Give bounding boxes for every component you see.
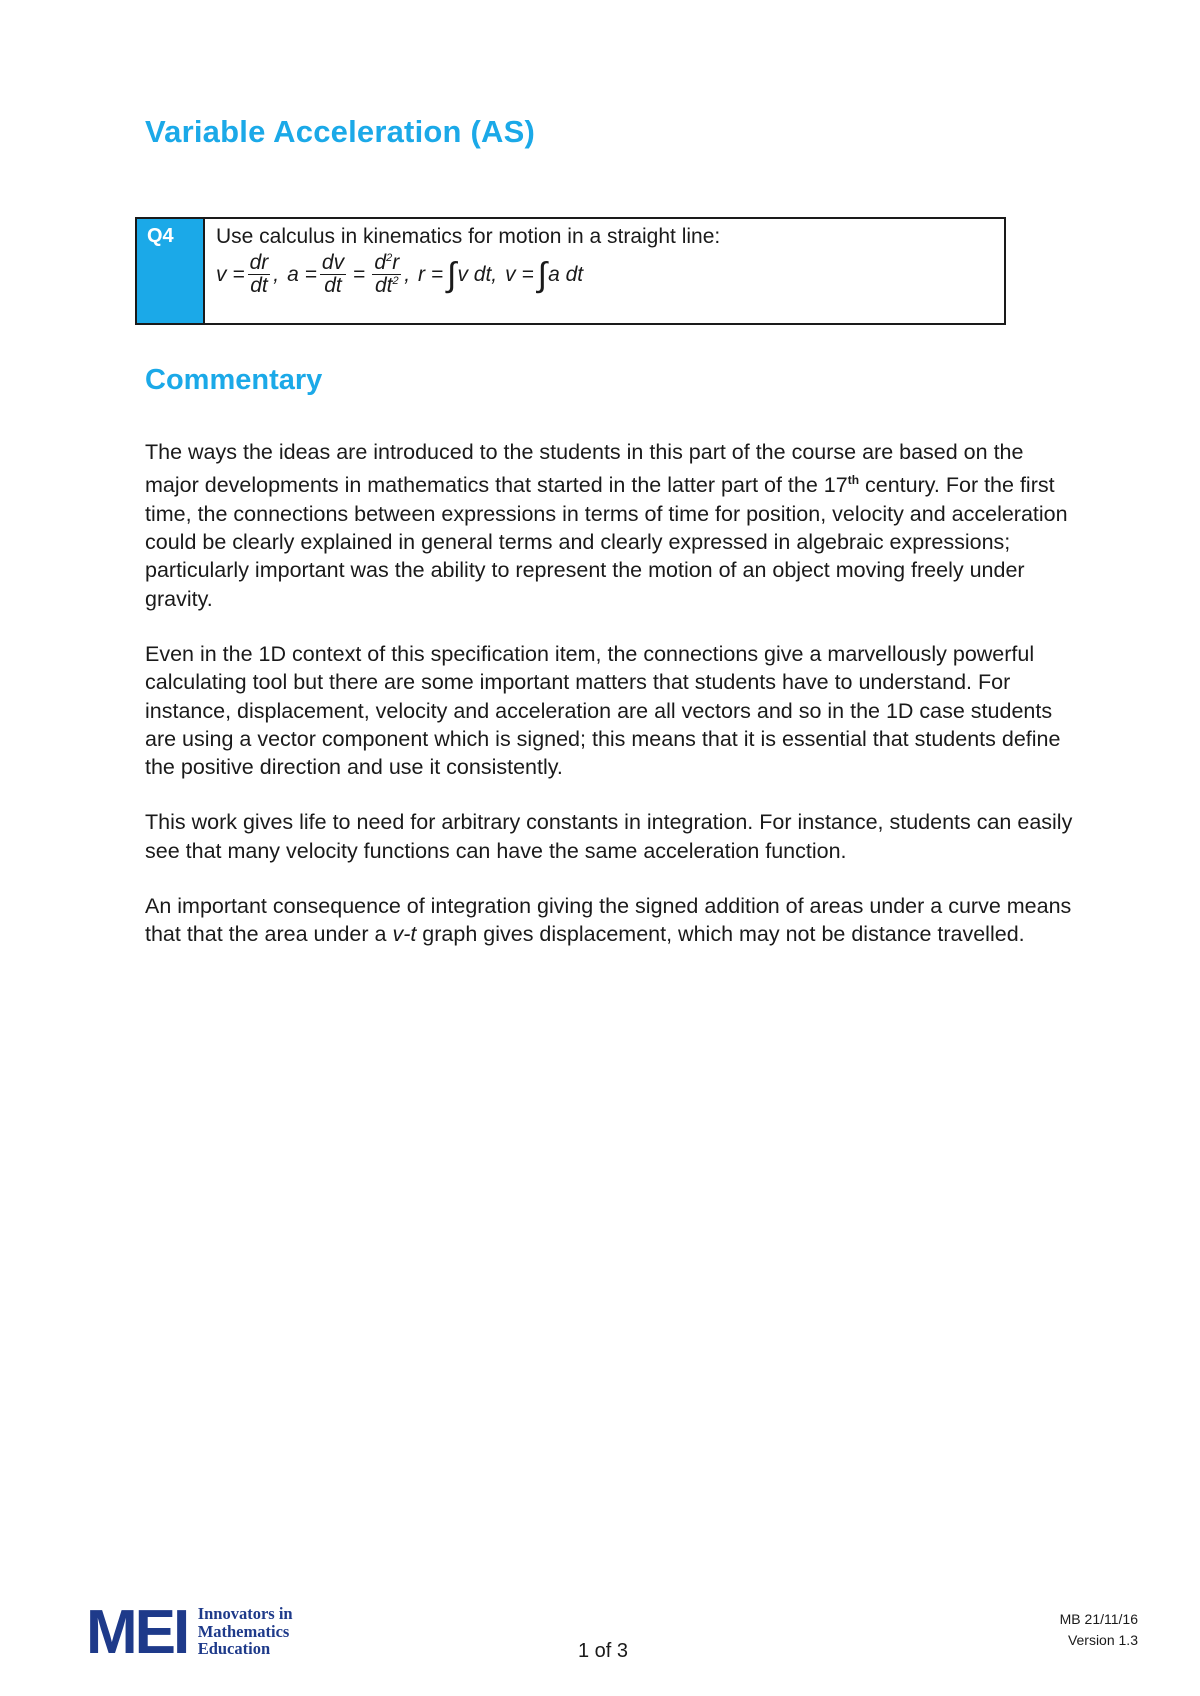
- vt-graph-term: v-t: [392, 922, 417, 947]
- paragraph-1: [145, 438, 1075, 613]
- paragraph-4-text-b: graph gives displacement, which may not be distance travelled.: [416, 922, 1025, 947]
- fraction-numerator: [372, 252, 401, 275]
- logo-line-3: Education: [197, 1639, 271, 1658]
- logo-tagline: [198, 1605, 293, 1658]
- fraction-numerator: dv: [321, 251, 345, 274]
- fraction-dr-dt: [248, 252, 271, 297]
- fraction-denominator: dt: [250, 274, 268, 298]
- paragraph-3: This work gives life to need for arbitrary constants in integration. For instance, students can easily see that many velocity functions can have the same acceleration function.: [145, 810, 1073, 863]
- page-title: Variable Acceleration (AS): [145, 114, 535, 149]
- formula-comma: ,: [404, 262, 411, 286]
- fraction-denominator: dt: [324, 274, 342, 298]
- formula-v-dt: v dt,: [457, 262, 498, 286]
- question-label: Q4: [137, 219, 205, 323]
- commentary-heading: Commentary: [145, 364, 323, 396]
- d-symbol: d: [374, 251, 387, 274]
- question-box: [135, 217, 1006, 325]
- logo-line-1: Innovators in: [197, 1604, 293, 1623]
- fraction-denominator: [373, 275, 401, 297]
- paragraph-4-text-a: An important consequence of integration giving the signed addition of areas under a curve means that that the area under a: [145, 894, 1072, 947]
- exponent: 2: [386, 252, 393, 264]
- paragraph-2: Even in the 1D context of this specification item, the connections give a marvellously powerful calculating tool but there are some important matters that students have to understand. For instance, displacement, velocity and acceleration are all vectors and so in the 1D case students are using a vector component which is signed; this means that it is essential that students define the positive direction and use it consistently.: [145, 641, 1061, 780]
- formula-a-eq: a =: [287, 262, 317, 286]
- fraction-d2r-dt2: [372, 252, 401, 297]
- question-content: [205, 219, 720, 323]
- version-info: [1060, 1609, 1138, 1651]
- logo-mark: MEI: [86, 1598, 188, 1667]
- paragraph-4: [145, 892, 1075, 949]
- integral-symbol: ∫: [447, 255, 457, 294]
- dt-symbol: dt: [374, 274, 393, 298]
- document-version: Version 1.3: [1067, 1632, 1138, 1648]
- kinematics-formula: [216, 252, 720, 297]
- exponent: 2: [392, 275, 399, 288]
- formula-v-eq: v =: [216, 262, 245, 286]
- formula-r-eq: r =: [418, 262, 444, 286]
- commentary-body: [145, 438, 1075, 976]
- fraction-dv-dt: [320, 252, 346, 297]
- formula-a-dt: a dt: [548, 262, 584, 286]
- formula-v-eq-2: v =: [505, 262, 534, 286]
- mei-logo: [86, 1598, 293, 1667]
- ordinal-superscript: th: [847, 473, 860, 488]
- logo-line-2: Mathematics: [197, 1621, 290, 1641]
- paragraph-1-text-b: century. For the first time, the connections between expressions in terms of time for position, velocity and acceleration could be clearly explained in general terms and clearly expressed in algebraic expressions; particularly important was the ability to represent the motion of an object moving freely under gravity.: [145, 473, 1068, 611]
- document-ref: MB 21/11/16: [1059, 1611, 1138, 1627]
- page-number: 1 of 3: [578, 1640, 629, 1662]
- paragraph-1-text-a: The ways the ideas are introduced to the students in this part of the course are based on the major developments in mathematics that started in the latter part of the 17: [145, 440, 1024, 498]
- integral-symbol: ∫: [537, 255, 548, 294]
- fraction-numerator: dr: [249, 251, 269, 274]
- formula-comma: ,: [273, 262, 280, 286]
- formula-equals: =: [353, 262, 366, 286]
- r-symbol: r: [392, 251, 400, 274]
- question-text: Use calculus in kinematics for motion in a straight line:: [216, 225, 721, 248]
